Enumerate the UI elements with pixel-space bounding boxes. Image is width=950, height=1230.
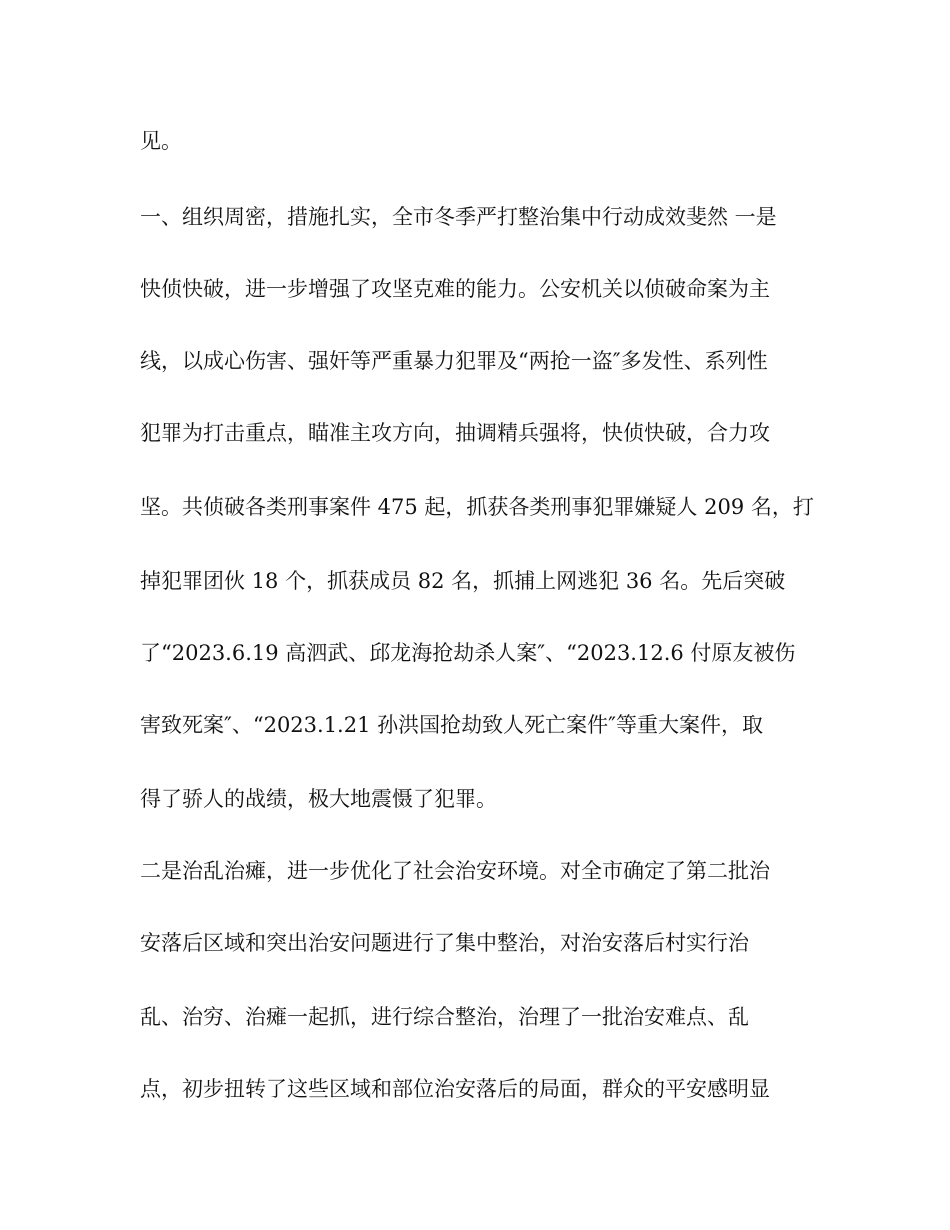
text-line: 乱、治穷、治瘫一起抓，进行综合整治，治理了一批治安难点、乱	[140, 1005, 749, 1029]
text-line: 掉犯罪团伙 18 个，抓获成员 82 名，抓捕上网逃犯 36 名。先后突破	[140, 569, 786, 593]
text-line: 害致死案″、“2023.1.21 孙洪国抢劫致人死亡案件″等重大案件，取	[140, 713, 763, 737]
text-line: 二是治乱治瘫，进一步优化了社会治安环境。对全市确定了第二批治	[140, 859, 770, 883]
text-line: 见。	[140, 129, 182, 153]
text-line: 点，初步扭转了这些区域和部位治安落后的局面，群众的平安感明显	[140, 1077, 770, 1101]
text-line: 一、组织周密，措施扎实，全市冬季严打整治集中行动成效斐然 一是	[140, 205, 777, 229]
text-line: 坚。共侦破各类刑事案件 475 起，抓获各类刑事犯罪嫌疑人 209 名，打	[140, 495, 814, 519]
text-line: 线，以成心伤害、强奸等严重暴力犯罪及“两抢一盗″多发性、系列性	[140, 349, 768, 373]
text-line: 得了骄人的战绩，极大地震慑了犯罪。	[140, 787, 497, 811]
text-line: 安落后区域和突出治安问题进行了集中整治，对治安落后村实行治	[140, 931, 749, 955]
text-line: 了“2023.6.19 高泗武、邱龙海抢劫杀人案″、“2023.12.6 付原友被伤	[140, 641, 796, 665]
text-line: 快侦快破，进一步增强了攻坚克难的能力。公安机关以侦破命案为主	[140, 277, 770, 301]
text-line: 犯罪为打击重点，瞄准主攻方向，抽调精兵强将，快侦快破，合力攻	[140, 421, 770, 445]
